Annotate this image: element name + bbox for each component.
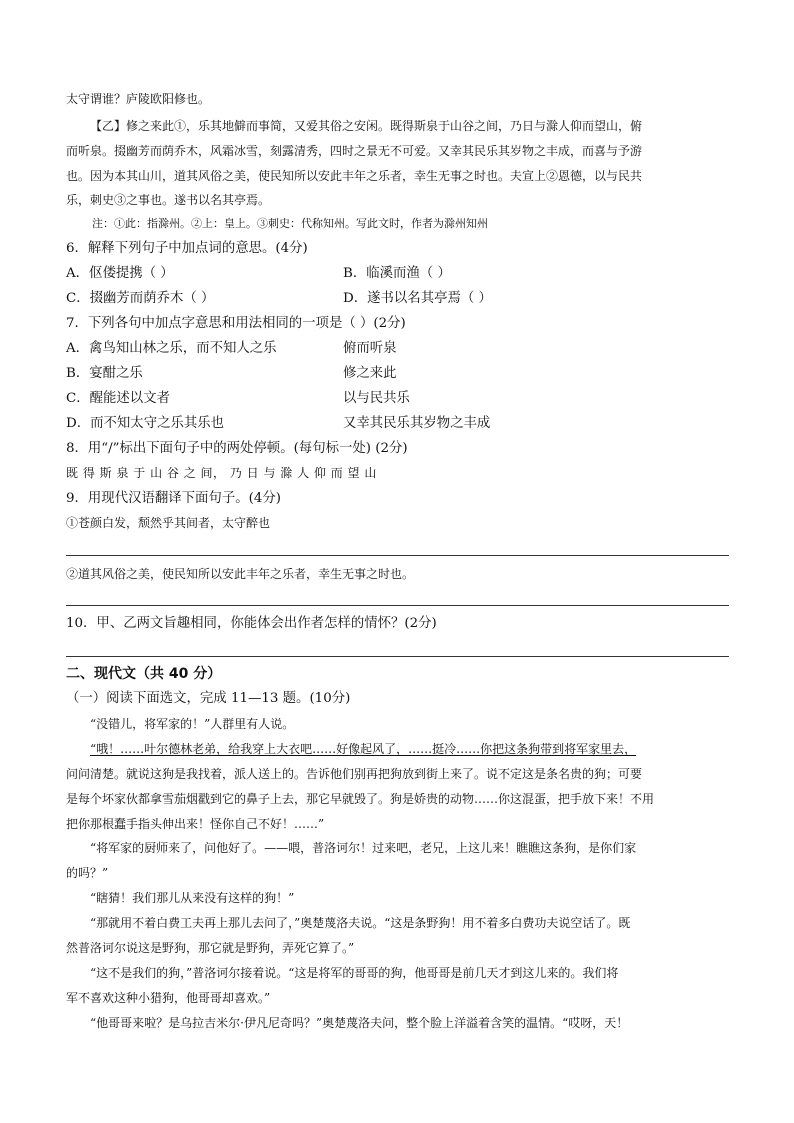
q8-stem: 8．用“/”标出下面句子中的两处停顿。(每句标一处) (2分) — [66, 441, 408, 456]
para-1: “没错儿，将军家的！”人群里有人说。 — [90, 717, 295, 731]
para-5-line-2: 然普洛诃尔说这是野狗，那它就是野狗，弄死它算了。” — [66, 941, 355, 955]
passage-b-line-4: 乐，刺史③之事也。遂书以名其亭焉。 — [66, 193, 271, 207]
q8-sentence: 既 得 斯 泉 于 山 谷 之 间， 乃 日 与 滁 人 仰 而 望 山 — [66, 466, 377, 480]
para-2-line-4: 把你那根蠢手指头伸出来！怪你自己不好！……” — [66, 817, 325, 831]
para-3-line-1: “将军家的厨师来了，问他好了。——喂，普洛诃尔！过来吧，老兄，上这儿来！瞧瞧这条狗，是你们家 — [90, 841, 637, 855]
q9-sentence-2: ②道其风俗之美，使民知所以安此丰年之乐者，幸生无事之时也。 — [66, 567, 415, 581]
para-6-line-2: 军不喜欢这种小猎狗，他哥哥却喜欢。” — [66, 991, 271, 1005]
q7-option-b-left: B．宴酣之乐 — [66, 366, 143, 381]
q9-stem: 9．用现代汉语翻译下面句子。(4分) — [66, 491, 281, 506]
q6-stem: 6．解释下列句子中加点词的意思。(4分) — [66, 241, 308, 256]
q7-option-c-right: 以与民共乐 — [343, 391, 410, 406]
q6-option-b: B．临溪而渔（ ） — [343, 266, 451, 281]
para-2-line-1: “哦！……叶尔德林老弟，给我穿上大衣吧……好像起风了，……挺冷……你把这条狗带到将军家里去， — [90, 742, 637, 756]
passage-b-note: 注：①此：指滁州。②上：皇上。③刺史：代称知州。写此文时，作者为滁州知州 — [92, 217, 488, 230]
q6-option-c: C．掇幽芳而荫乔木（ ） — [66, 291, 215, 306]
passage-b-line-1: 【乙】修之来此①，乐其地僻而事简，又爱其俗之安闲。既得斯泉于山谷之间，乃日与滁人仰而望山，俯 — [90, 119, 643, 133]
para-2-line-3: 是每个坏家伙都拿雪茄烟戳到它的鼻子上去，那它早就毁了。狗是娇贵的动物……你这混蛋，把手放下来！不用 — [66, 792, 655, 806]
q6-option-a: A．伛偻提携（ ） — [66, 266, 174, 281]
q7-option-c-left: C．醒能述以文者 — [66, 391, 170, 406]
passage-a-last-line: 太守谓谁？庐陵欧阳修也。 — [66, 92, 211, 106]
passage-b-line-2: 而听泉。掇幽芳而荫乔木，风霜冰雪，刻露清秀，四时之景无不可爱。又幸其民乐其岁物之丰成，而喜与予游 — [66, 144, 643, 158]
answer-line-1[interactable] — [66, 555, 729, 556]
q7-option-d-right: 又幸其民乐其岁物之丰成 — [343, 416, 491, 431]
q10-stem: 10．甲、乙两文旨趣相同，你能体会出作者怎样的情怀？(2分) — [66, 616, 437, 631]
section-2-title: 二、现代文（共 40 分） — [66, 666, 222, 682]
para-4: “瞎猜！我们那儿从来没有这样的狗！” — [90, 891, 295, 905]
passage-b-line-3: 也。因为本其山川，道其风俗之美，使民知所以安此丰年之乐者，幸生无事之时也。夫宣上②恩德，以与民共 — [66, 169, 643, 183]
para-7-line-1: “他哥哥来啦？是乌拉吉米尔·伊凡尼奇吗？”奥楚蔑洛夫问，整个脸上洋溢着含笑的温情。“哎呀，天！ — [90, 1016, 629, 1030]
q7-option-a-right: 俯而听泉 — [343, 341, 397, 356]
q7-option-a-left: A．禽鸟知山林之乐，而不知人之乐 — [66, 341, 277, 356]
para-6-line-1: “这不是我们的狗，”普洛诃尔接着说。“这是将军的哥哥的狗，他哥哥是前几天才到这儿来的。我们将 — [90, 966, 619, 980]
para-2-line-2: 问问清楚。就说这狗是我找着，派人送上的。告诉他们别再把狗放到街上来了。说不定这是条名贵的狗；可要 — [66, 767, 643, 781]
section-2-subtitle: （一）阅读下面选文，完成 11—13 题。(10分) — [66, 691, 351, 706]
para-3-line-2: 的吗？” — [66, 866, 109, 880]
q7-option-d-left: D．而不知太守之乐其乐也 — [66, 416, 225, 431]
para-5-line-1: “那就用不着白费工夫再上那儿去问了，”奥楚蔑洛夫说。“这是条野狗！用不着多白费功夫说空话了。既 — [90, 916, 631, 930]
q6-option-d: D．遂书以名其亭焉（ ） — [343, 291, 492, 306]
answer-line-3[interactable] — [66, 656, 729, 657]
q7-option-b-right: 修之来此 — [343, 366, 397, 381]
answer-line-2[interactable] — [66, 605, 729, 606]
q7-stem: 7．下列各句中加点字意思和用法相同的一项是（ ）(2分) — [66, 316, 406, 331]
q9-sentence-1: ①苍颜白发，颓然乎其间者，太守醉也 — [66, 516, 271, 530]
